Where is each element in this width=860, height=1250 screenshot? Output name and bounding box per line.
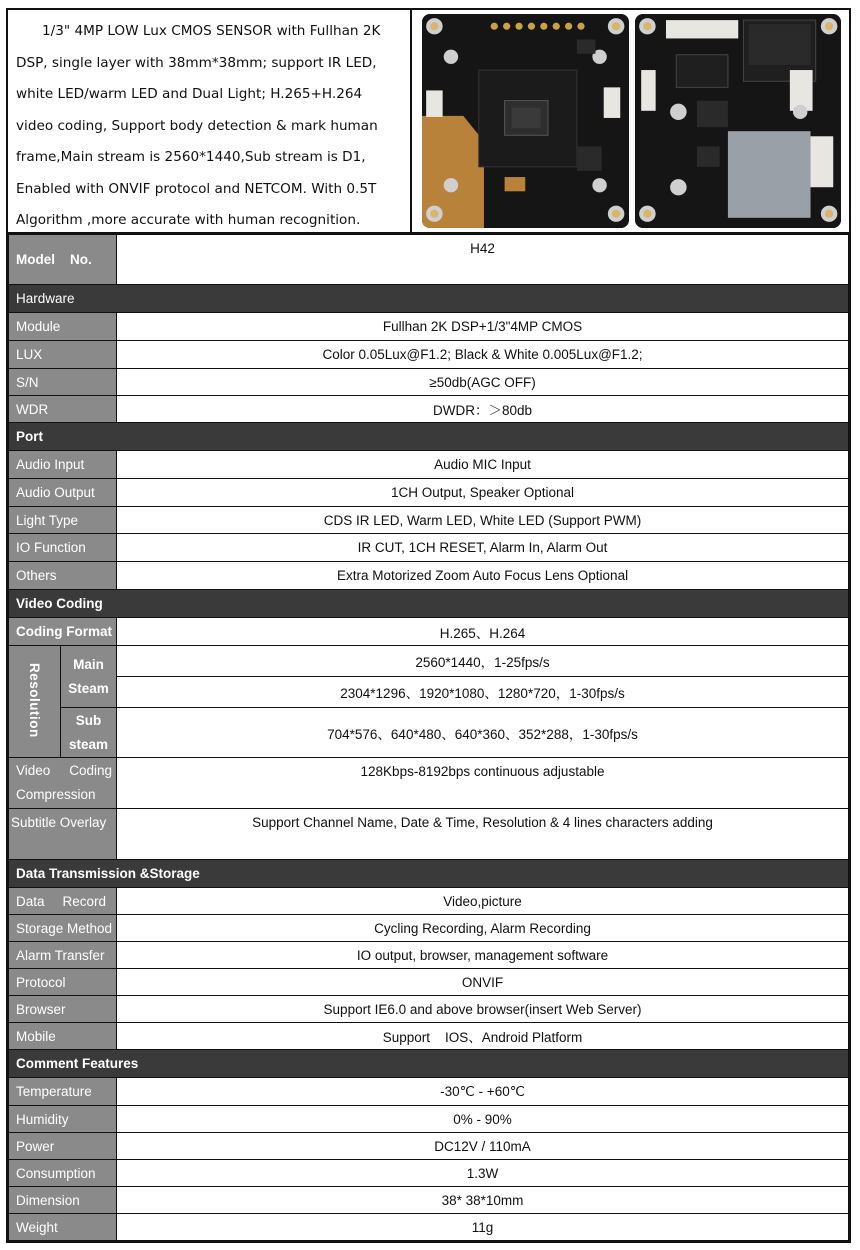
spec-value: CDS IR LED, Warm LED, White LED (Support PWM) [117, 507, 849, 534]
main-stream-label [61, 646, 117, 708]
spec-value: Support IOS、Android Platform [117, 1023, 849, 1050]
spec-label: Browser [9, 996, 117, 1023]
description-line: video coding, Support body detection & mark human [16, 117, 378, 134]
description-line: Algorithm ,more accurate with human recognition. [16, 212, 361, 228]
spec-row [9, 1106, 849, 1133]
description-line: frame,Main stream is 2560*1440,Sub stream is D1, [16, 149, 366, 165]
spec-row [9, 1133, 849, 1160]
spec-value: ONVIF [117, 969, 849, 996]
data-record-label-b: Record [62, 893, 107, 909]
spec-label: Power [9, 1133, 117, 1160]
spec-row [9, 396, 849, 423]
spec-value: 38* 38*10mm [117, 1187, 849, 1214]
compression-label-b: Coding [69, 763, 113, 778]
board-back-image [635, 14, 842, 228]
spec-label: Audio Input [9, 451, 117, 479]
spec-row [9, 1160, 849, 1187]
resolution-main-row [9, 646, 849, 677]
subtitle-row [9, 809, 849, 860]
compression-value: 128Kbps-8192bps continuous adjustable [117, 758, 849, 809]
model-row [9, 235, 849, 285]
resolution-sub-row [9, 708, 849, 758]
spec-label: Humidity [9, 1106, 117, 1133]
sub-stream-label [61, 708, 117, 758]
spec-label: Dimension [9, 1187, 117, 1214]
description-line: DSP, single layer with 38mm*38mm; support IR LED, [16, 54, 377, 71]
spec-label: Light Type [9, 507, 117, 534]
model-label [9, 235, 117, 285]
section-video-coding [9, 590, 849, 618]
resolution-label-text: Resolution [27, 662, 42, 738]
spec-label: WDR [9, 396, 117, 423]
spec-value: DC12V / 110mA [117, 1133, 849, 1160]
spec-row [9, 479, 849, 507]
spec-row [9, 1078, 849, 1106]
spec-value: IO output, browser, management software [117, 942, 849, 969]
data-record-label [9, 888, 117, 915]
spec-table [8, 234, 849, 1241]
spec-row [9, 1187, 849, 1214]
spec-row [9, 1214, 849, 1241]
spec-label: Weight [9, 1214, 117, 1241]
spec-value: 1CH Output, Speaker Optional [117, 479, 849, 507]
spec-label: Temperature [9, 1078, 117, 1106]
spec-value: -30℃ - +60℃ [117, 1078, 849, 1106]
section-comment-features [9, 1050, 849, 1078]
spec-label: Mobile [9, 1023, 117, 1050]
spec-row [9, 341, 849, 369]
spec-label: Consumption [9, 1160, 117, 1187]
spec-label: Coding Format [9, 618, 117, 646]
section-title: Comment Features [9, 1050, 849, 1078]
spec-row [9, 313, 849, 341]
spec-value: 11g [117, 1214, 849, 1241]
main-stream-value-1: 2560*1440，1-25fps/s [117, 646, 849, 677]
data-record-label-a: Data [16, 893, 45, 909]
main-stream-label-b: Steam [68, 680, 109, 696]
spec-value: IR CUT, 1CH RESET, Alarm In, Alarm Out [117, 534, 849, 562]
spec-row [9, 942, 849, 969]
spec-label: Alarm Transfer [9, 942, 117, 969]
section-title: Hardware [9, 285, 849, 313]
section-hardware [9, 285, 849, 313]
spec-label: Module [9, 313, 117, 341]
section-title: Video Coding [9, 590, 849, 618]
spec-label: Storage Method [9, 915, 117, 942]
sub-stream-label-b: steam [68, 736, 109, 752]
spec-value: Fullhan 2K DSP+1/3"4MP CMOS [117, 313, 849, 341]
model-label-b: No. [70, 252, 92, 267]
spec-sheet [6, 8, 851, 1243]
description-line: 1/3" 4MP LOW Lux CMOS SENSOR with Fullhan 2K [42, 23, 381, 39]
main-stream-label-a: Main [73, 656, 104, 672]
spec-row [9, 507, 849, 534]
board-front-image [422, 14, 629, 228]
spec-row [9, 888, 849, 915]
spec-value: Color 0.05Lux@F1.2; Black & White 0.005Lux@F1.2; [117, 341, 849, 369]
spec-label: LUX [9, 341, 117, 369]
spec-row [9, 996, 849, 1023]
spec-label: IO Function [9, 534, 117, 562]
spec-label: Others [9, 562, 117, 590]
sub-stream-label-a: Sub [75, 712, 102, 728]
section-port [9, 423, 849, 451]
spec-value: Cycling Recording, Alarm Recording [117, 915, 849, 942]
intro-section [8, 10, 849, 234]
compression-label-c: Compression [16, 787, 96, 802]
sub-stream-value: 704*576、640*480、640*360、352*288，1-30fps/s [117, 708, 849, 758]
spec-label: Audio Output [9, 479, 117, 507]
section-title: Port [9, 423, 849, 451]
spec-value: DWDR：＞80db [117, 396, 849, 423]
product-description [8, 10, 412, 232]
spec-label: S/N [9, 369, 117, 396]
spec-value: Extra Motorized Zoom Auto Focus Lens Optional [117, 562, 849, 590]
spec-row [9, 534, 849, 562]
spec-value: Video,picture [117, 888, 849, 915]
compression-row [9, 758, 849, 809]
spec-row [9, 1023, 849, 1050]
spec-row [9, 369, 849, 396]
section-storage [9, 860, 849, 888]
spec-row [9, 562, 849, 590]
spec-value: 0% - 90% [117, 1106, 849, 1133]
resolution-label [9, 646, 61, 758]
spec-label: Protocol [9, 969, 117, 996]
description-line: Enabled with ONVIF protocol and NETCOM. With 0.5T [16, 180, 377, 197]
main-stream-value-2: 2304*1296、1920*1080、1280*720，1-30fps/s [117, 677, 849, 708]
section-title: Data Transmission &Storage [9, 860, 849, 888]
board-front-photo [422, 14, 629, 228]
spec-row [9, 451, 849, 479]
spec-row [9, 969, 849, 996]
compression-label-a: Video [16, 763, 51, 778]
spec-value: H.265、H.264 [117, 618, 849, 646]
spec-value: 1.3W [117, 1160, 849, 1187]
compression-label [9, 758, 117, 809]
description-line: white LED/warm LED and Dual Light; H.265+H.264 [16, 86, 363, 102]
model-label-a: Model [16, 252, 55, 267]
spec-value: Audio MIC Input [117, 451, 849, 479]
product-photos [412, 10, 849, 232]
spec-row [9, 915, 849, 942]
spec-row [9, 618, 849, 646]
model-value: H42 [117, 235, 849, 285]
subtitle-value: Support Channel Name, Date & Time, Resolution & 4 lines characters adding [117, 809, 849, 860]
spec-value: ≥50db(AGC OFF) [117, 369, 849, 396]
resolution-main-row-2 [9, 677, 849, 708]
board-back-photo [635, 14, 842, 228]
subtitle-label: Subtitle Overlay [9, 809, 117, 860]
spec-value: Support IE6.0 and above browser(insert Web Server) [117, 996, 849, 1023]
